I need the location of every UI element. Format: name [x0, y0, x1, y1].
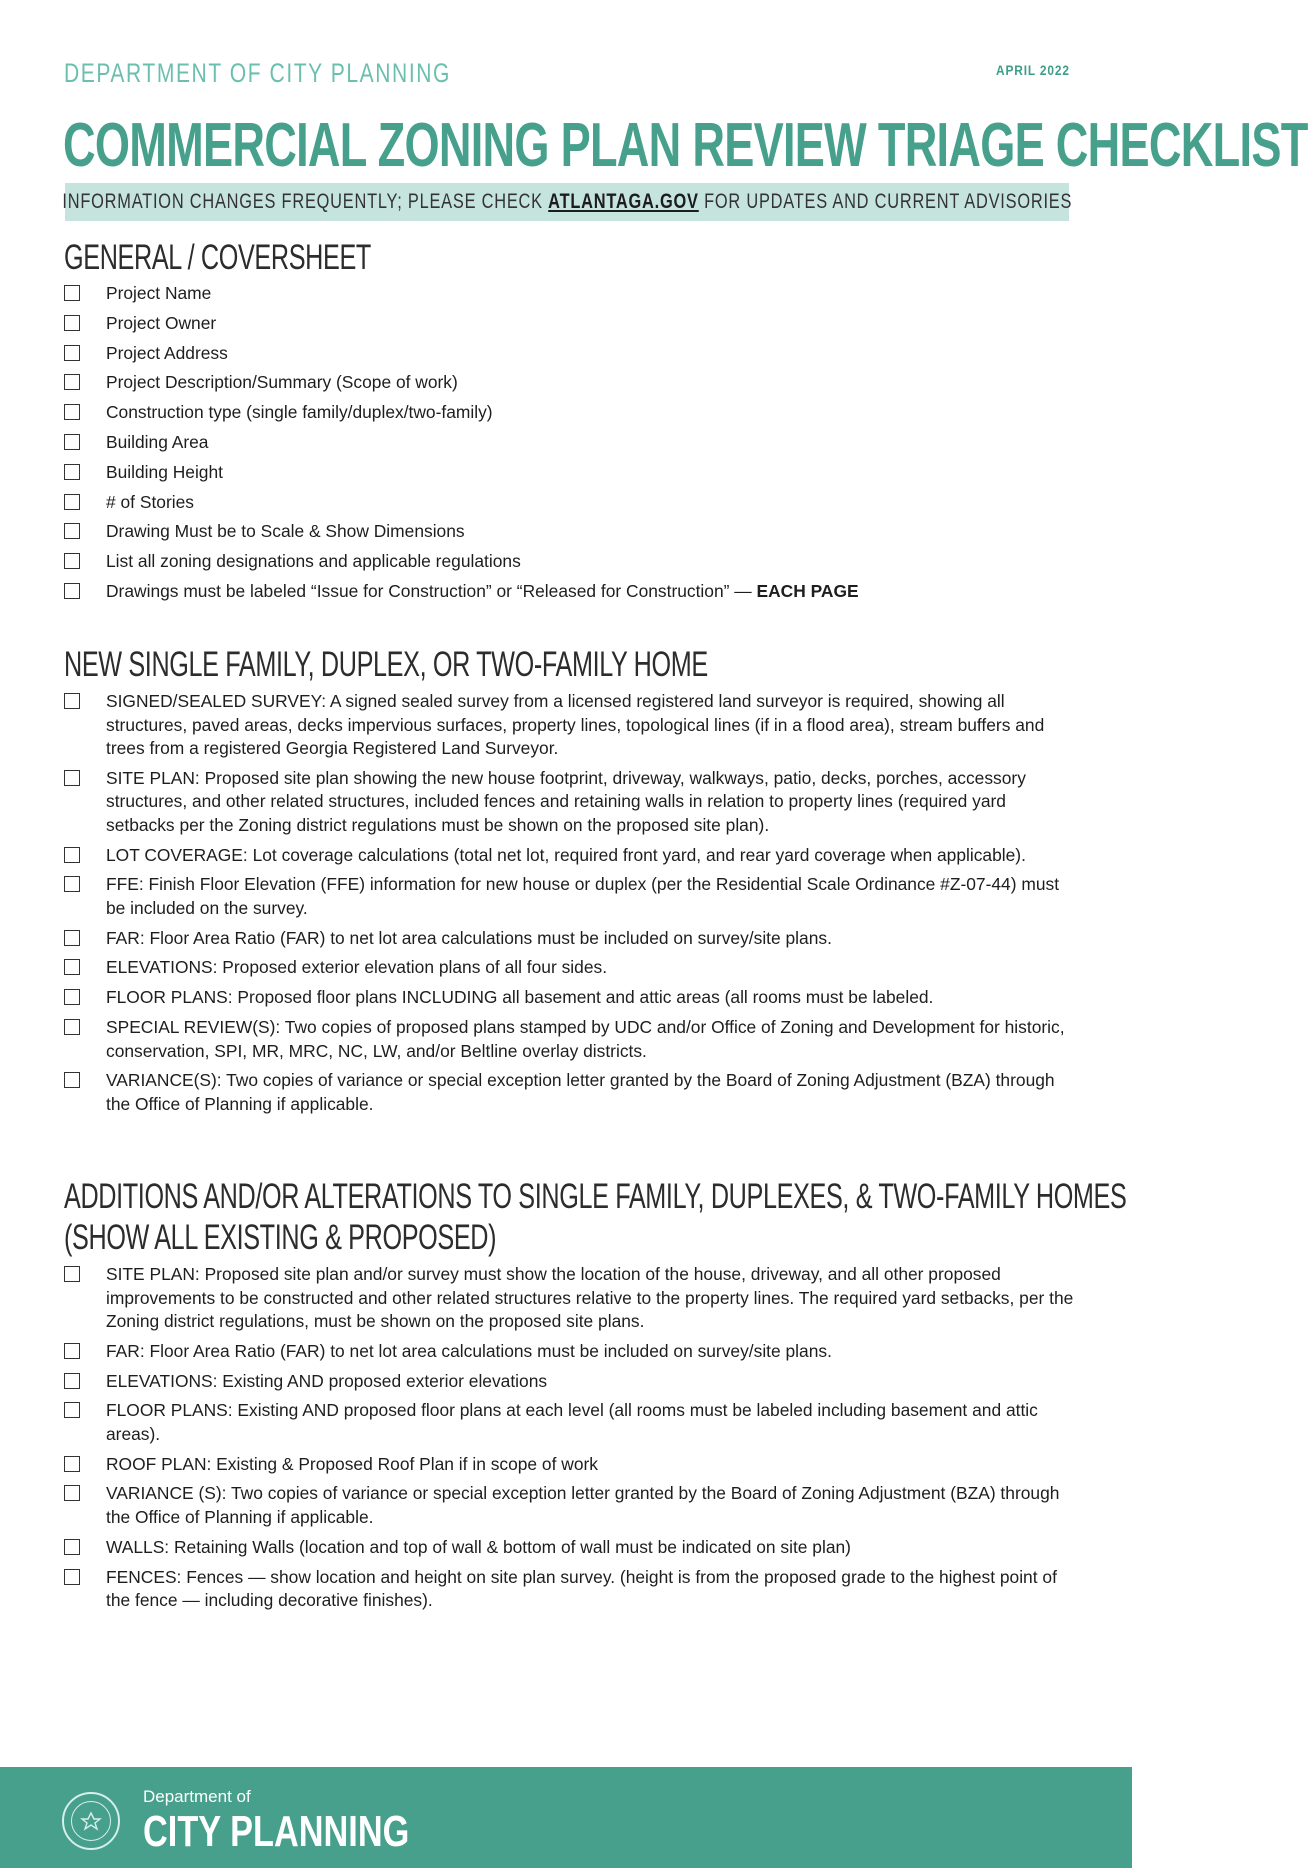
checklist-item — [64, 491, 1074, 515]
item-text: ELEVATIONS: Proposed exterior elevation plans of all four sides. — [106, 957, 608, 978]
item-text: SIGNED/SEALED SURVEY: A signed sealed survey from a licensed registered land surveyor is required, showing all structures, paved areas, decks impervious surfaces, property lines, topological lines (if in a flood area), stream buffers and trees from a registered Georgia Registered Land Surveyor. — [106, 691, 1045, 758]
checkbox[interactable] — [64, 553, 80, 569]
item-emphasis: EACH PAGE — [756, 580, 859, 601]
item-text: Drawings must be labeled “Issue for Construction” or “Released for Construction” — — [106, 580, 757, 601]
phoenix-icon — [80, 1810, 102, 1832]
checklist-item — [64, 520, 1074, 544]
item-text: LOT COVERAGE: Lot coverage calculations (total net lot, required front yard, and rear yard coverage when applicable). — [106, 844, 1026, 865]
item-text: FAR: Floor Area Ratio (FAR) to net lot area calculations must be included on survey/site plans. — [106, 1340, 832, 1361]
checklist-item — [64, 1340, 1074, 1364]
item-text: Project Owner — [106, 312, 217, 333]
item-text: SITE PLAN: Proposed site plan showing the new house footprint, driveway, walkways, patio, decks, porches, accessory structures, and other related structures, included fences and retaining walls in relation to property lines (required yard setbacks per the Zoning district regulations must be shown on the proposed site plan). — [106, 767, 1026, 835]
checklist-item — [64, 1566, 1074, 1613]
item-text: FLOOR PLANS: Proposed floor plans INCLUDING all basement and attic areas (all rooms must be labeled. — [106, 987, 934, 1008]
checkbox[interactable] — [64, 1539, 80, 1555]
checklist-item — [64, 371, 1074, 395]
city-seal-icon — [62, 1792, 120, 1850]
item-text: Project Description/Summary (Scope of work) — [106, 372, 458, 393]
checkbox[interactable] — [64, 1072, 80, 1088]
checkbox[interactable] — [64, 315, 80, 331]
section-heading-additions-line2: (SHOW ALL EXISTING & PROPOSED) — [64, 1218, 497, 1257]
item-text: Project Address — [106, 342, 228, 363]
atlantaga-link[interactable]: ATLANTAGA.GOV — [547, 190, 699, 213]
checkbox[interactable] — [64, 959, 80, 975]
checkbox[interactable] — [64, 989, 80, 1005]
checkbox[interactable] — [64, 1485, 80, 1501]
advisory-text-after: FOR UPDATES AND CURRENT ADVISORIES — [698, 190, 1072, 213]
checkbox[interactable] — [64, 770, 80, 786]
footer-band — [0, 1767, 1132, 1868]
checkbox[interactable] — [64, 1456, 80, 1472]
checkbox[interactable] — [64, 494, 80, 510]
general-checklist — [64, 282, 1074, 610]
checklist-item — [64, 873, 1074, 920]
checklist-item — [64, 461, 1074, 485]
department-header: DEPARTMENT OF CITY PLANNING — [64, 58, 451, 88]
checklist-item — [64, 431, 1074, 455]
item-text: Project Name — [106, 283, 212, 303]
checklist-item — [64, 1536, 1074, 1560]
checklist-item — [64, 844, 1074, 868]
checklist-item — [64, 550, 1074, 574]
checklist-item — [64, 767, 1074, 838]
checklist-item — [64, 1370, 1074, 1394]
checkbox[interactable] — [64, 876, 80, 892]
checklist-item — [64, 1482, 1074, 1529]
publication-date: APRIL 2022 — [996, 62, 1070, 78]
section-heading-general: GENERAL / COVERSHEET — [64, 238, 371, 277]
checkbox[interactable] — [64, 1373, 80, 1389]
section-heading-new-home: NEW SINGLE FAMILY, DUPLEX, OR TWO-FAMILY HOME — [64, 645, 708, 684]
new-home-checklist — [64, 690, 1074, 1123]
advisory-text-before: INFORMATION CHANGES FREQUENTLY; PLEASE CHECK — [62, 190, 548, 213]
checkbox[interactable] — [64, 464, 80, 480]
checkbox[interactable] — [64, 404, 80, 420]
checkbox[interactable] — [64, 1402, 80, 1418]
checklist-item — [64, 690, 1074, 761]
item-text: Construction type (single family/duplex/two-family) — [106, 402, 493, 423]
item-text: List all zoning designations and applicable regulations — [106, 551, 521, 572]
seal-emblem-icon — [71, 1801, 111, 1841]
checklist-item — [64, 956, 1074, 980]
checkbox[interactable] — [64, 345, 80, 361]
checkbox[interactable] — [64, 434, 80, 450]
section-heading-additions — [64, 1176, 1126, 1258]
checkbox[interactable] — [64, 1343, 80, 1359]
checkbox[interactable] — [64, 930, 80, 946]
item-text: VARIANCE(S): Two copies of variance or special exception letter granted by the Board of Zoning Adjustment (BZA) through the Office of Planning if applicable. — [106, 1070, 1055, 1114]
checklist-item — [64, 312, 1074, 336]
checkbox[interactable] — [64, 1019, 80, 1035]
checkbox[interactable] — [64, 1266, 80, 1282]
checkbox[interactable] — [64, 523, 80, 539]
checklist-item — [64, 1263, 1074, 1334]
advisory-banner — [62, 183, 1072, 221]
checklist-item — [64, 580, 1074, 604]
item-text: VARIANCE (S): Two copies of variance or special exception letter granted by the Board of Zoning Adjustment (BZA) through the Office of Planning if applicable. — [106, 1483, 1060, 1527]
checklist-item — [64, 401, 1074, 425]
checklist-item — [64, 986, 1074, 1010]
checklist-item — [64, 1069, 1074, 1116]
page-title: COMMERCIAL ZONING PLAN REVIEW TRIAGE CHECKLIST — [63, 111, 1308, 180]
checklist-item — [64, 342, 1074, 366]
checklist-item — [64, 1453, 1074, 1477]
item-text: SPECIAL REVIEW(S): Two copies of proposed plans stamped by UDC and/or Office of Zoning and Development for historic, conservation, SPI, MR, MRC, NC, LW, and/or Beltline overlay districts. — [106, 1017, 1065, 1061]
checkbox[interactable] — [64, 1569, 80, 1585]
checkbox[interactable] — [64, 847, 80, 863]
item-text: Building Height — [106, 461, 223, 482]
item-text: FENCES: Fences — show location and height on site plan survey. (height is from the proposed grade to the highest point of the fence — including decorative finishes). — [106, 1566, 1057, 1611]
checkbox[interactable] — [64, 374, 80, 390]
item-text: # of Stories — [106, 491, 194, 512]
checklist-item — [64, 927, 1074, 951]
item-text: ROOF PLAN: Existing & Proposed Roof Plan if in scope of work — [106, 1453, 598, 1474]
item-text: SITE PLAN: Proposed site plan and/or survey must show the location of the house, driveway, and all other proposed improvements to be constructed and other related structures relative to the property lines. The required yard setbacks, per the Zoning district regulations, must be shown on the proposed site plans. — [106, 1264, 1074, 1331]
checkbox[interactable] — [64, 285, 80, 301]
checklist-item — [64, 1016, 1074, 1063]
section-heading-additions-line1: ADDITIONS AND/OR ALTERATIONS TO SINGLE FAMILY, DUPLEXES, & TWO-FAMILY HOMES — [64, 1177, 1127, 1216]
additions-checklist — [64, 1263, 1074, 1619]
item-text: FLOOR PLANS: Existing AND proposed floor plans at each level (all rooms must be labeled including basement and attic areas). — [106, 1400, 1038, 1444]
footer-department-of: Department of — [143, 1787, 251, 1806]
item-text: WALLS: Retaining Walls (location and top of wall & bottom of wall must be indicated on site plan) — [106, 1536, 851, 1557]
checklist-item — [64, 1399, 1074, 1446]
checkbox[interactable] — [64, 583, 80, 599]
footer-city-planning: CITY PLANNING — [143, 1807, 410, 1856]
advisory-text — [62, 190, 1072, 214]
item-text: ELEVATIONS: Existing AND proposed exterior elevations — [106, 1370, 548, 1391]
checkbox[interactable] — [64, 693, 80, 709]
item-text: Building Area — [106, 431, 209, 452]
checklist-item — [64, 282, 1074, 306]
item-text: Drawing Must be to Scale & Show Dimensions — [106, 521, 465, 542]
item-text: FAR: Floor Area Ratio (FAR) to net lot area calculations must be included on survey/site plans. — [106, 927, 832, 948]
item-text: FFE: Finish Floor Elevation (FFE) information for new house or duplex (per the Residential Scale Ordinance #Z-07-44) must be included on the survey. — [106, 874, 1060, 918]
